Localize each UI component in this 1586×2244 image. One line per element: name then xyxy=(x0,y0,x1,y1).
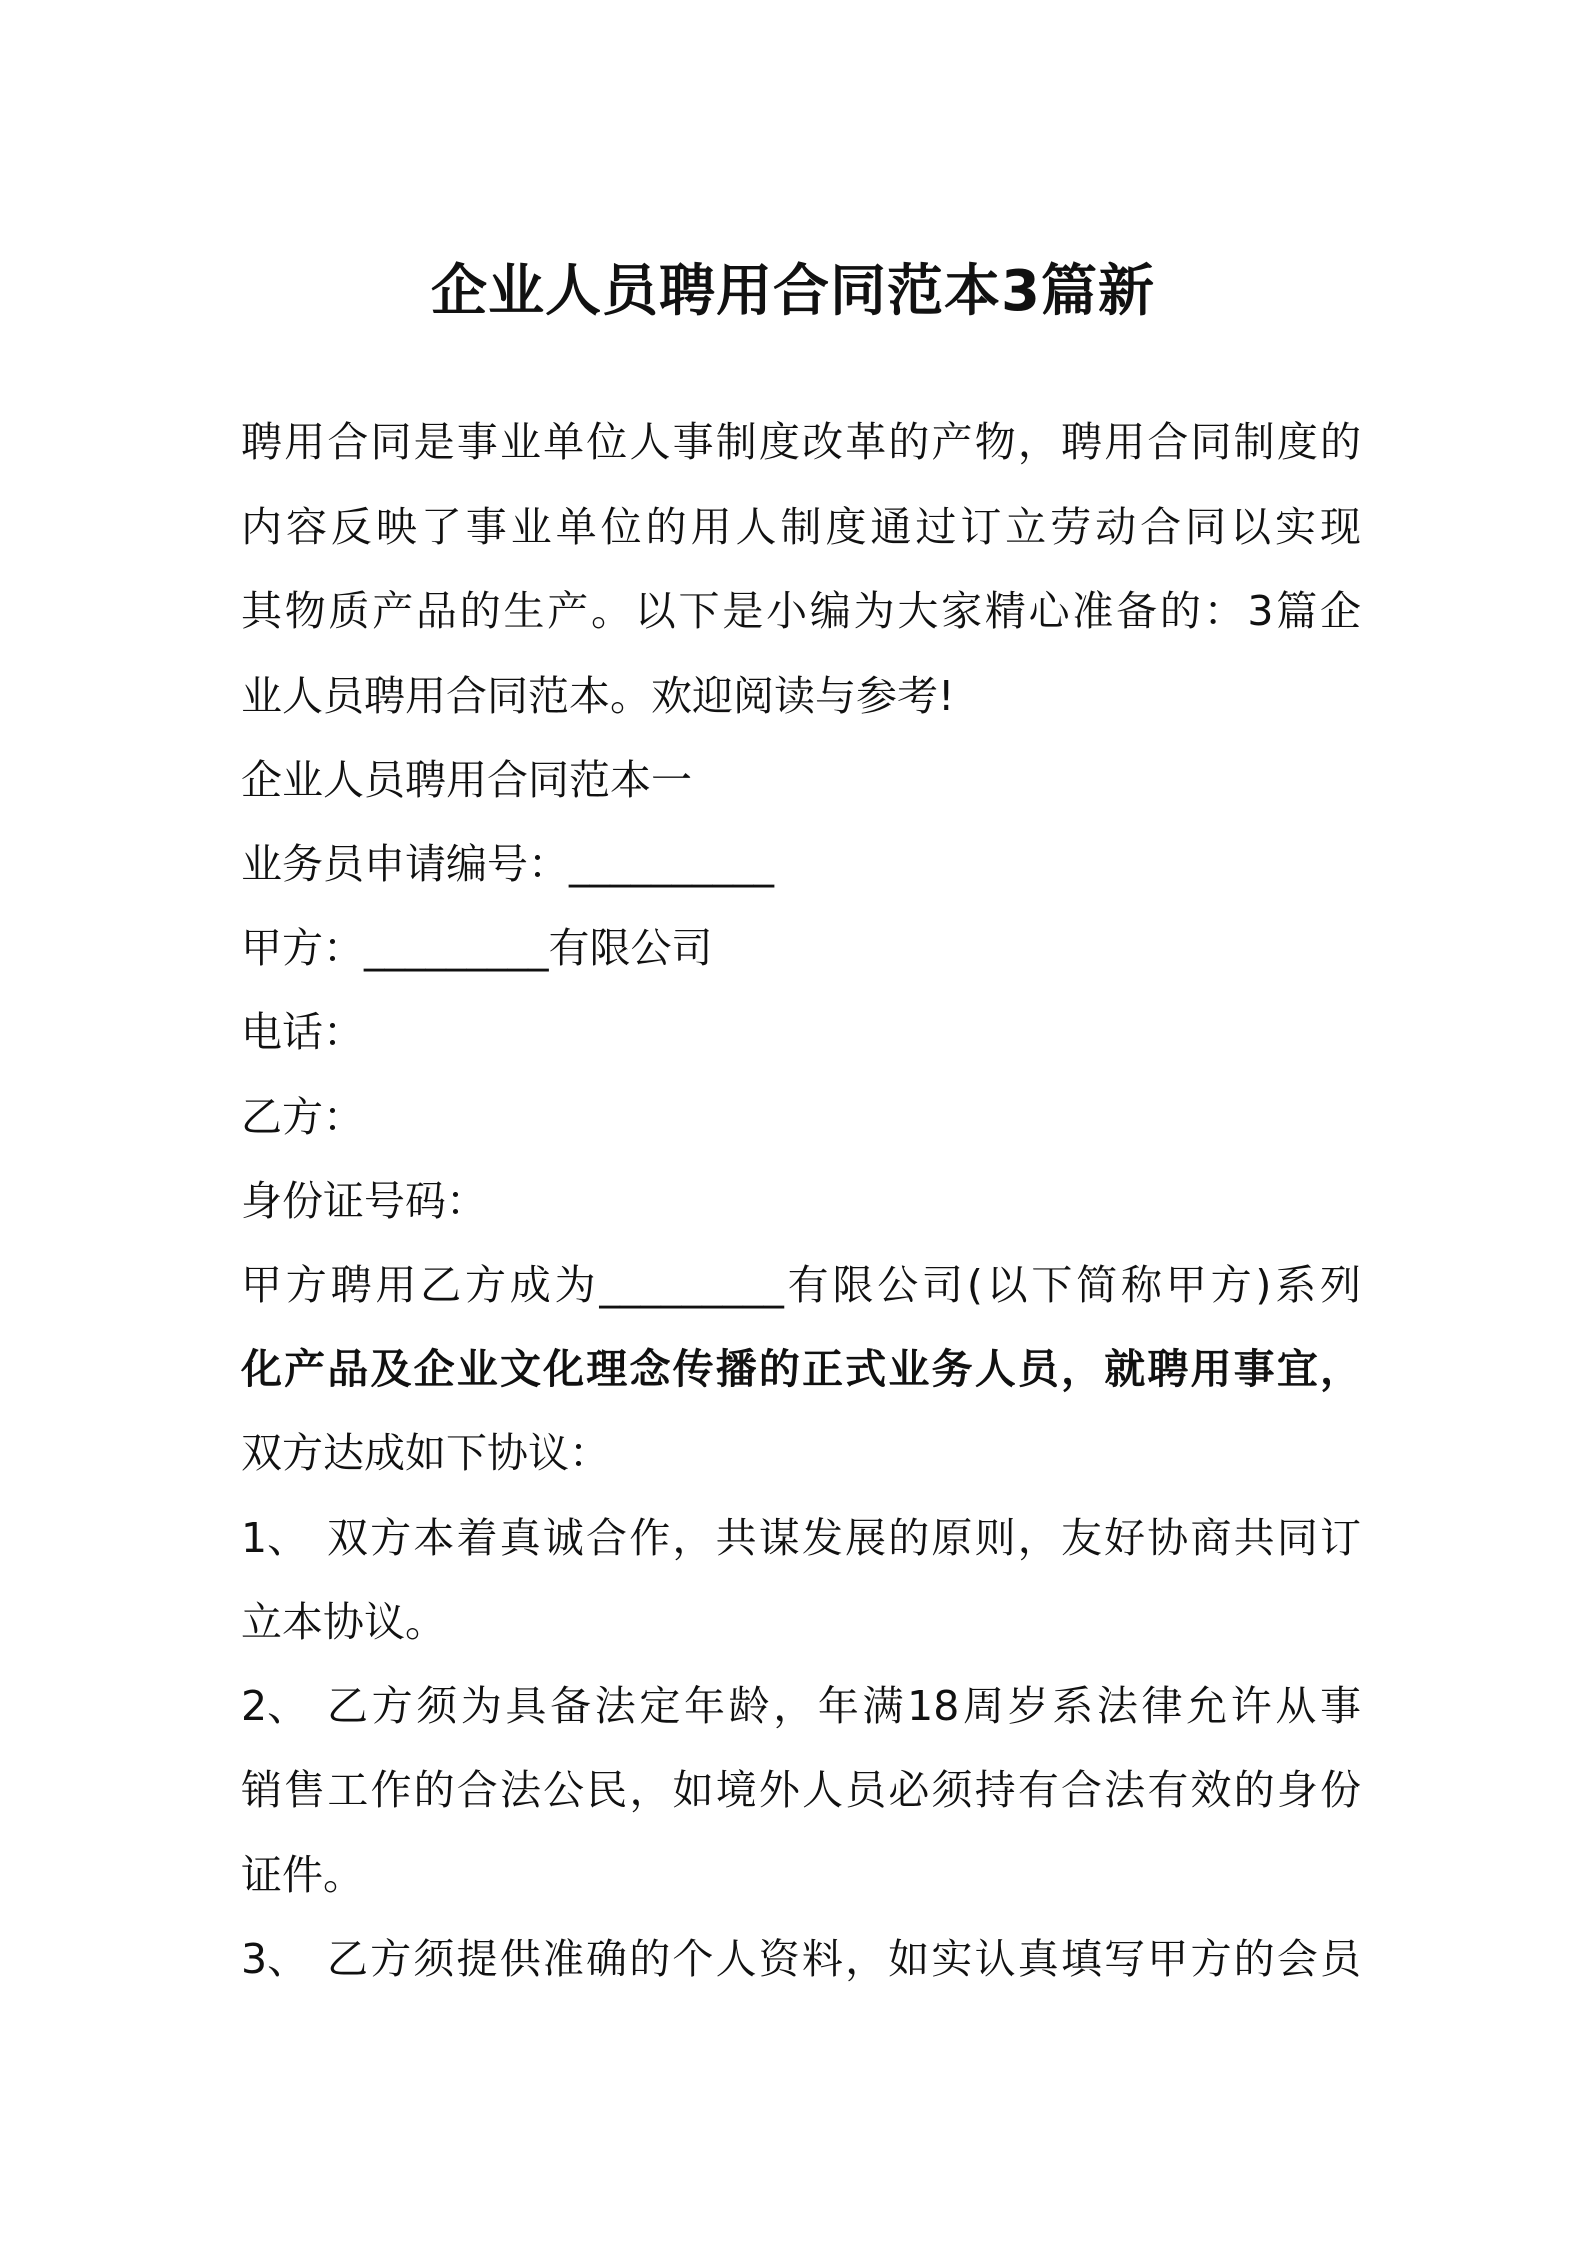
clause-2-line-2: 销售工作的合法公民，如境外人员必须持有合法有效的身份 xyxy=(241,1766,1361,1814)
clause-1-line-1 xyxy=(241,1508,1361,1568)
party-a-field: 甲方：_________有限公司 xyxy=(241,924,713,972)
clause-1-text: 双方本着真诚合作，共谋发展的原则，友好协商共同订 xyxy=(327,1514,1361,1562)
clause-3-number: 3、 xyxy=(241,1935,309,1983)
agreement-line-1: 甲方聘用乙方成为_________有限公司(以下简称甲方)系列 xyxy=(241,1261,1361,1309)
application-number-field: 业务员申请编号：__________ xyxy=(241,840,774,888)
clause-2-text: 乙方须为具备法定年龄，年满18周岁系法律允许从事 xyxy=(327,1682,1361,1730)
intro-line-1: 聘用合同是事业单位人事制度改革的产物，聘用合同制度的 xyxy=(241,418,1361,466)
clause-3-text: 乙方须提供准确的个人资料，如实认真填写甲方的会员 xyxy=(327,1935,1361,1983)
clause-2-line-1 xyxy=(241,1676,1361,1736)
party-b-field: 乙方： xyxy=(241,1093,364,1141)
id-number-field: 身份证号码： xyxy=(241,1177,487,1225)
document-title: 企业人员聘用合同范本3篇新 xyxy=(431,259,1155,324)
clause-3-line-1 xyxy=(241,1929,1361,1989)
clause-1-line-2: 立本协议。 xyxy=(241,1598,446,1646)
agreement-line-3: 双方达成如下协议： xyxy=(241,1429,610,1477)
intro-line-3: 其物质产品的生产。以下是小编为大家精心准备的：3篇企 xyxy=(241,587,1361,635)
phone-field: 电话： xyxy=(241,1008,364,1056)
clause-2-number: 2、 xyxy=(241,1682,309,1730)
intro-line-4: 业人员聘用合同范本。欢迎阅读与参考! xyxy=(241,672,955,720)
intro-line-2: 内容反映了事业单位的用人制度通过订立劳动合同以实现 xyxy=(241,503,1361,551)
clause-2-line-3: 证件。 xyxy=(241,1851,364,1899)
agreement-line-2: 化产品及企业文化理念传播的正式业务人员，就聘用事宜， xyxy=(241,1345,1361,1393)
section-heading: 企业人员聘用合同范本一 xyxy=(241,756,692,804)
clause-1-number: 1、 xyxy=(241,1514,309,1562)
